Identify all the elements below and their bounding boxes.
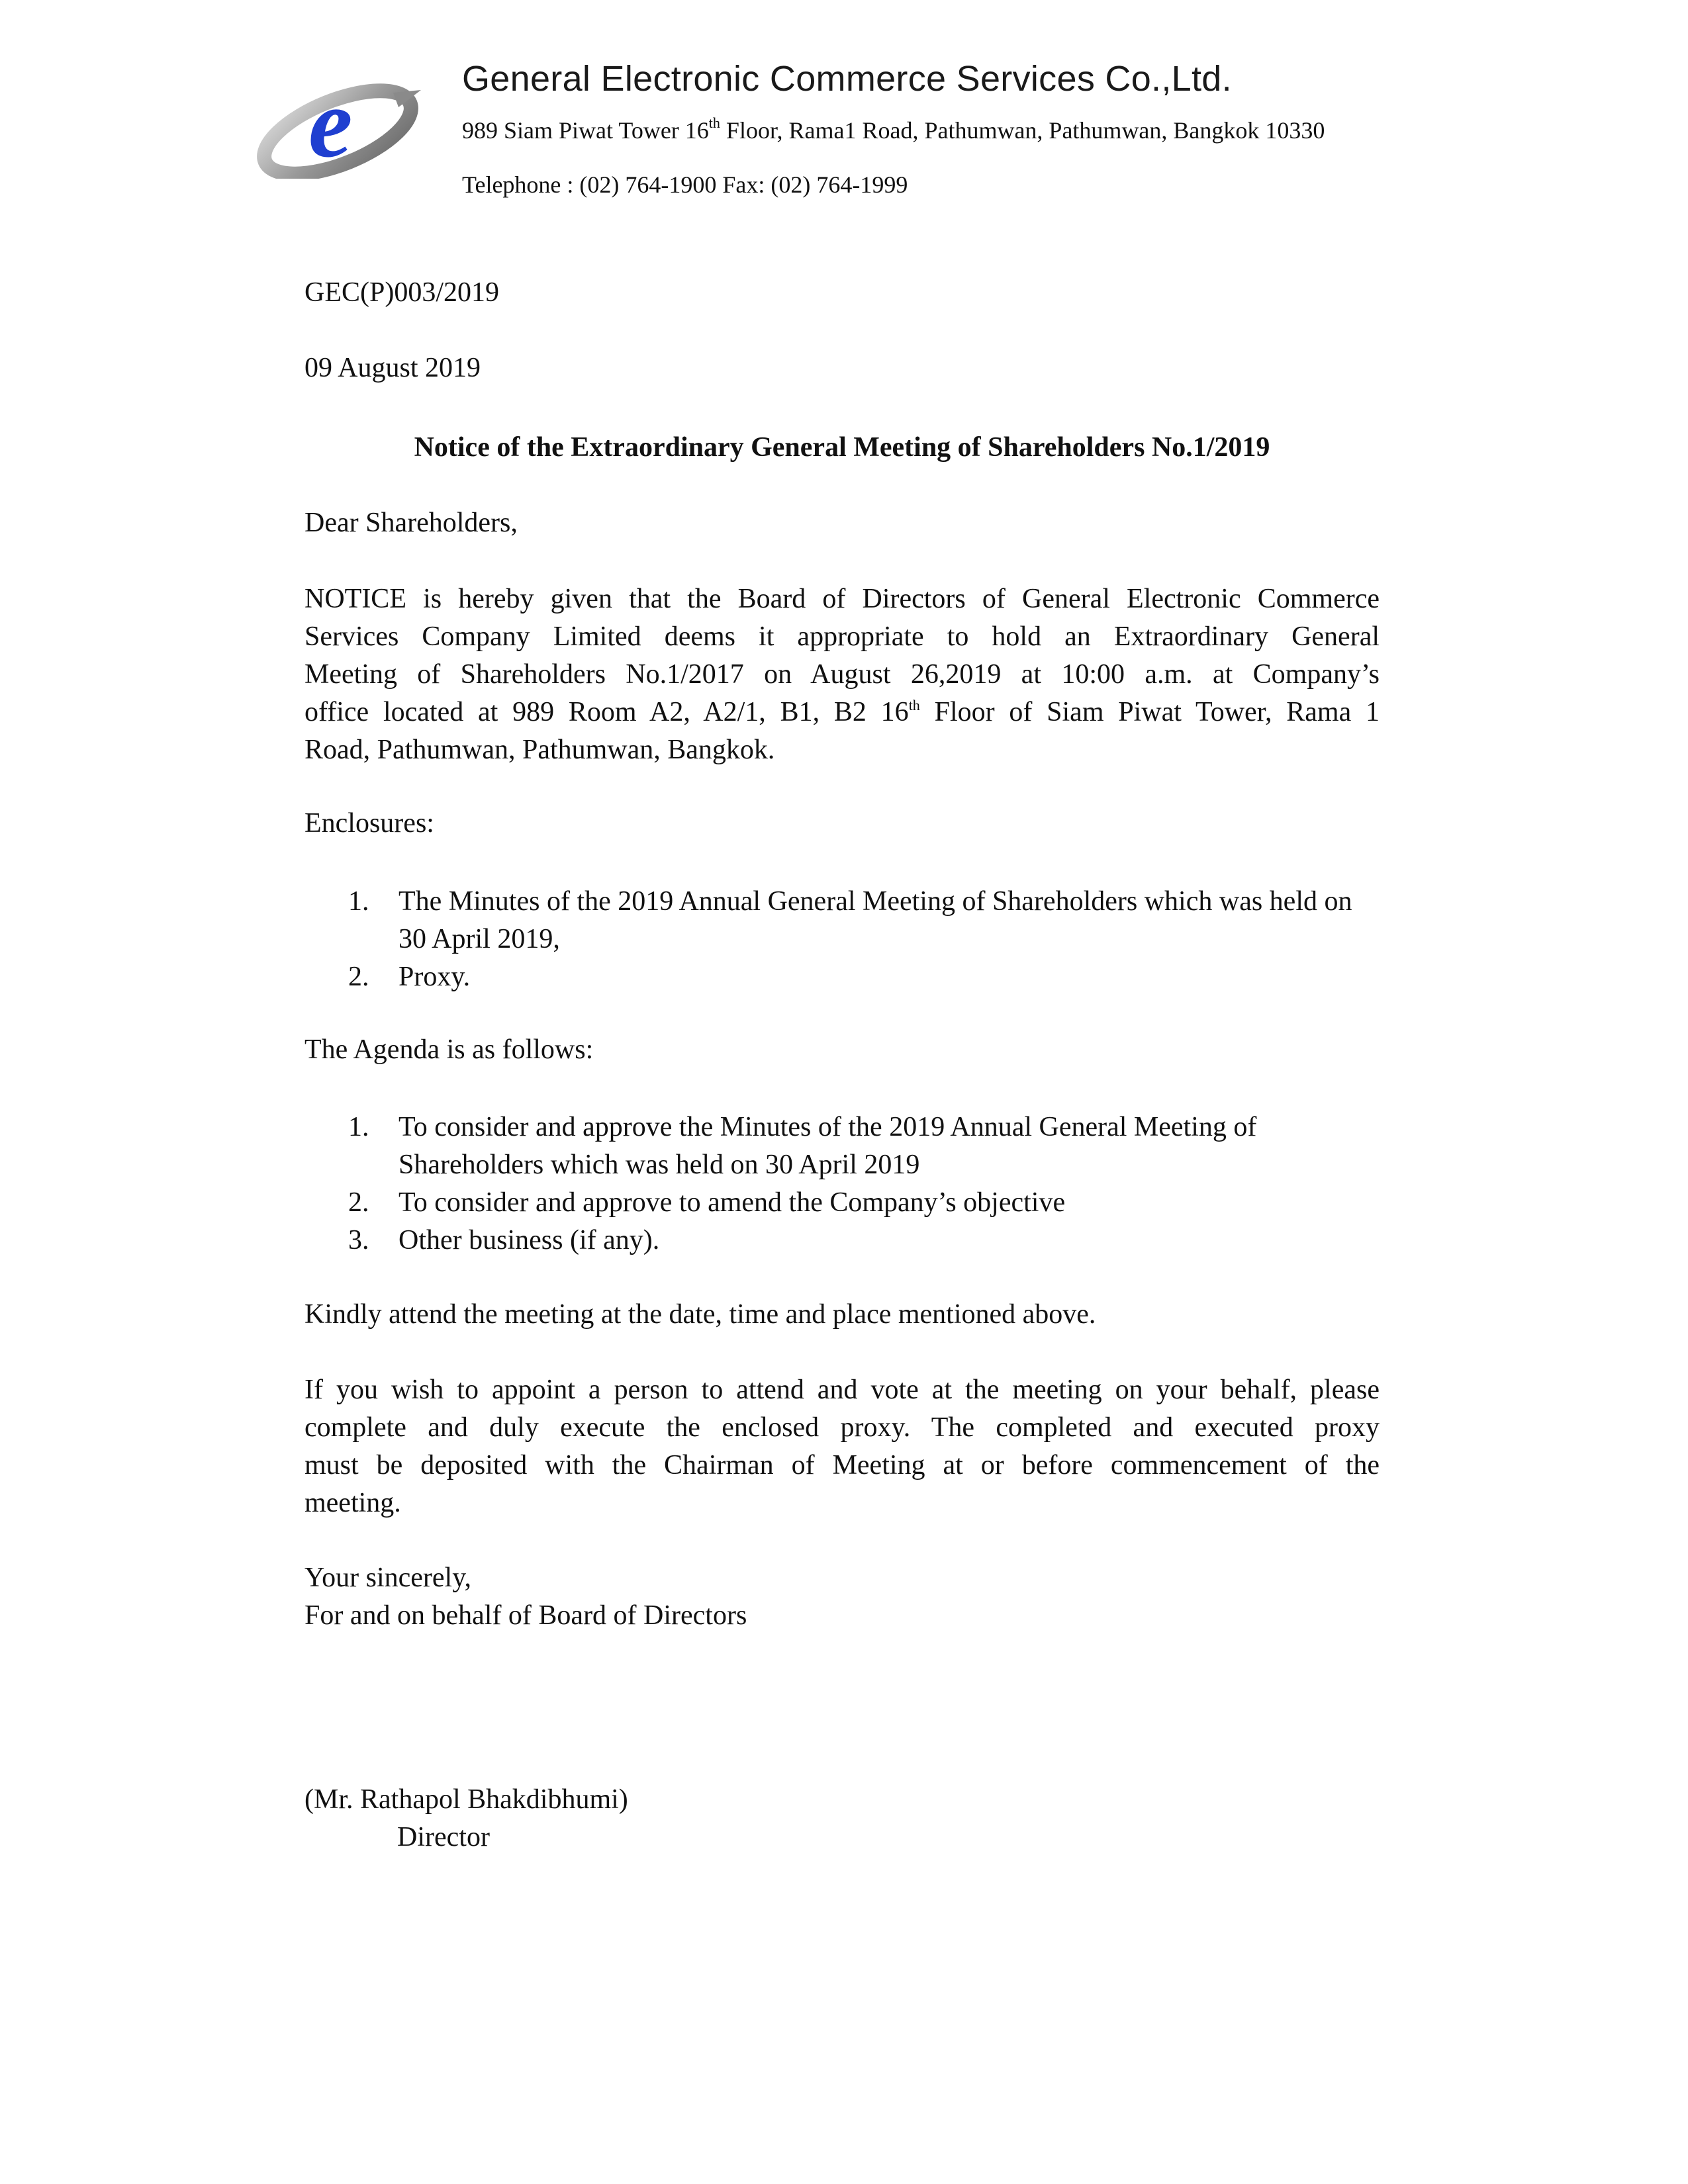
notice-line: Services Company Limited deems it appropriate to hold an Extraordinary General: [305, 621, 1380, 652]
notice-line-text: office located at 989 Room A2, A2/1, B1, B2 16: [305, 697, 909, 727]
enclosures-list: [305, 883, 1380, 996]
list-text: To consider and approve the Minutes of the 2019 Annual General Meeting of Shareholders which was held on 30 April 2019: [399, 1112, 1257, 1180]
notice-line: Road, Pathumwan, Pathumwan, Bangkok.: [305, 735, 775, 765]
list-item: [305, 1222, 1380, 1259]
list-text: Proxy.: [399, 962, 471, 992]
list-item: [305, 883, 1380, 958]
closing: Your sincerely,: [305, 1563, 471, 1593]
company-name: General Electronic Commerce Services Co.,Ltd.: [462, 59, 1232, 99]
company-address: [462, 116, 1325, 144]
closing-behalf: For and on behalf of Board of Directors: [305, 1600, 747, 1631]
list-number: 1.: [348, 886, 369, 917]
list-item: [305, 1184, 1380, 1222]
proxy-line: complete and duly execute the enclosed proxy. The completed and executed proxy: [305, 1412, 1380, 1443]
notice-line-text-rest: Floor of Siam Piwat Tower, Rama 1: [919, 697, 1380, 727]
list-text: The Minutes of the 2019 Annual General Meeting of Shareholders which was held on 30 April 2019,: [399, 886, 1352, 954]
agenda-heading: The Agenda is as follows:: [305, 1034, 594, 1065]
agenda-list: [305, 1109, 1380, 1259]
proxy-line: meeting.: [305, 1488, 401, 1518]
reference-number: GEC(P)003/2019: [305, 277, 499, 308]
address-text: 989 Siam Piwat Tower 16: [462, 117, 709, 144]
address-text-rest: Floor, Rama1 Road, Pathumwan, Pathumwan, Bangkok 10330: [720, 117, 1325, 144]
notice-line: Meeting of Shareholders No.1/2017 on August 26,2019 at 10:00 a.m. at Company’s: [305, 659, 1380, 690]
notice-title: Notice of the Extraordinary General Meeting of Shareholders No.1/2019: [414, 432, 1270, 463]
proxy-line: If you wish to appoint a person to attend and vote at the meeting on your behalf, please: [305, 1375, 1380, 1405]
signatory-name: (Mr. Rathapol Bhakdibhumi): [305, 1784, 628, 1815]
notice-line: [305, 694, 1380, 731]
list-item: [305, 1109, 1380, 1184]
list-number: 2.: [348, 1187, 369, 1218]
signatory-title: Director: [397, 1822, 490, 1852]
svg-text:e: e: [308, 68, 353, 178]
attend-text: Kindly attend the meeting at the date, time and place mentioned above.: [305, 1299, 1096, 1330]
company-phone: Telephone : (02) 764-1900 Fax: (02) 764-1999: [462, 171, 908, 198]
proxy-paragraph: [305, 1371, 1380, 1522]
enclosures-heading: Enclosures:: [305, 808, 434, 839]
address-ordinal: th: [708, 114, 720, 131]
notice-paragraph: [305, 580, 1380, 769]
list-text: Other business (if any).: [399, 1225, 660, 1255]
letter-date: 09 August 2019: [305, 353, 481, 383]
list-number: 3.: [348, 1225, 369, 1255]
list-number: 2.: [348, 962, 369, 992]
list-text: To consider and approve to amend the Company’s objective: [399, 1187, 1066, 1218]
proxy-line: must be deposited with the Chairman of Meeting at or before commencement of the: [305, 1450, 1380, 1480]
notice-line: NOTICE is hereby given that the Board of Directors of General Electronic Commerce: [305, 584, 1380, 614]
floor-ordinal: th: [908, 697, 920, 713]
list-number: 1.: [348, 1112, 369, 1142]
e-logo-icon: [252, 66, 430, 179]
list-item: [305, 958, 1380, 996]
salutation: Dear Shareholders,: [305, 508, 518, 538]
